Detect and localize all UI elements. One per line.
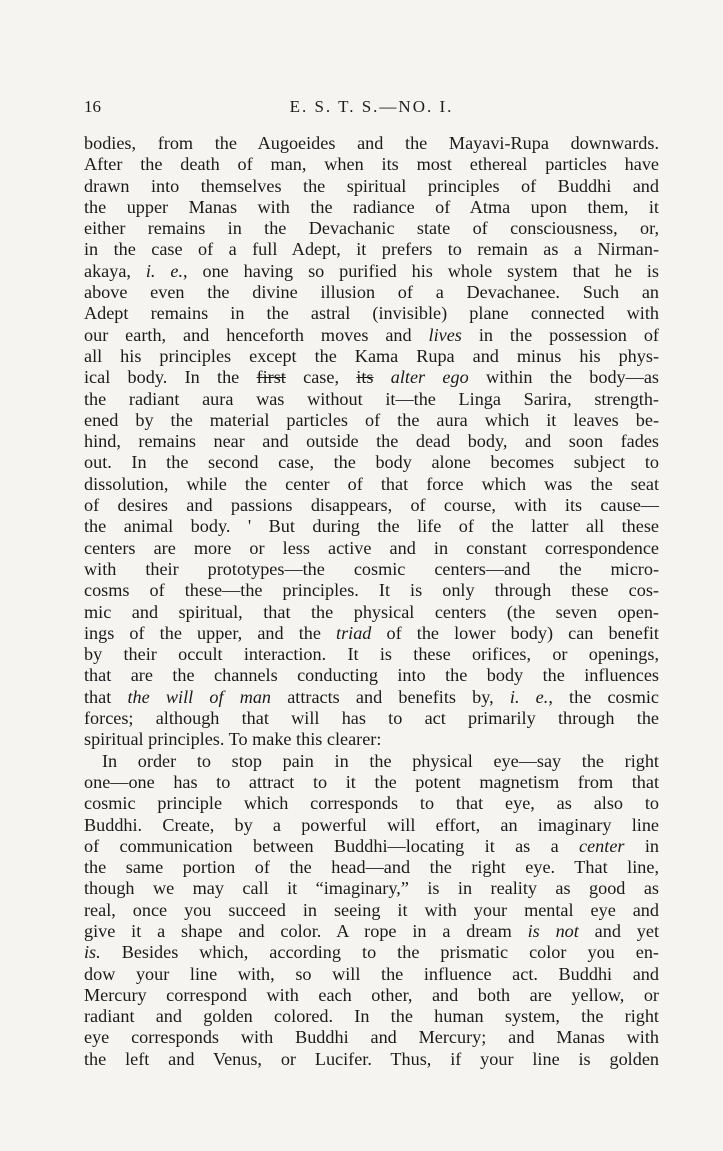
running-title: E. S. T. S.—NO. I.: [289, 97, 454, 116]
text-line: one—one has to attract to it the potent magnetism from that: [84, 771, 659, 792]
text-line: cosmic principle which corresponds to that eye, as also to: [84, 793, 659, 814]
text-run: of the lower body) can benefit: [371, 622, 659, 643]
text-line: ened by the material particles of the aura which it leaves be-: [84, 409, 659, 430]
text-run: case,: [285, 367, 357, 388]
struck-text: its: [356, 367, 374, 388]
text-line: After the death of man, when its most ethereal particles have: [84, 154, 659, 175]
italic-text: alter ego: [390, 367, 469, 388]
text-line: the animal body. ' But during the life of the latter all these: [84, 516, 659, 537]
running-head: [84, 97, 659, 121]
text-run: [373, 367, 390, 387]
text-line: Adept remains in the astral (invisible) plane connected with: [84, 303, 659, 324]
text-run: in the possession of: [461, 324, 659, 345]
text-line: dow your line with, so will the influence act. Buddhi and: [84, 963, 659, 984]
text-line: the upper Manas with the radiance of Atma upon them, it: [84, 196, 659, 217]
text-line: [84, 942, 659, 963]
page-number: 16: [84, 97, 101, 116]
text-run: , one having so purified his whole system that he is: [183, 260, 659, 281]
body-text: [84, 133, 659, 1070]
text-line: spiritual principles. To make this clearer:: [84, 729, 382, 750]
text-line: In order to stop pain in the physical eye—say the right: [102, 750, 659, 771]
text-line: the radiant aura was without it—the Linga Sarira, strength-: [84, 388, 659, 409]
text-line: that are the channels conducting into the body the influences: [84, 665, 659, 686]
text-line: bodies, from the Augoeides and the Mayavi-Rupa downwards.: [84, 133, 659, 153]
text-line: of desires and passions disappears, of course, with its cause—: [84, 495, 659, 516]
text-line: hind, remains near and outside the dead body, and soon fades: [84, 431, 659, 452]
text-run: give it a shape and color. A rope in a dream: [84, 920, 528, 941]
text-line: Mercury correspond with each other, and both are yellow, or: [84, 984, 659, 1005]
text-line: the same portion of the head—and the right eye. That line,: [84, 857, 659, 878]
text-run: ical body. In the: [84, 367, 257, 388]
text-line: [84, 367, 659, 388]
text-line: out. In the second case, the body alone becomes subject to: [84, 452, 659, 473]
text-line: forces; although that will has to act primarily through the: [84, 708, 659, 729]
text-line: real, once you succeed in seeing it with your mental eye and: [84, 899, 659, 920]
italic-text: is not: [527, 920, 579, 941]
text-line: above even the divine illusion of a Devachanee. Such an: [84, 282, 659, 303]
text-line: [84, 921, 659, 942]
text-line: mic and spiritual, that the physical centers (the seven open-: [84, 601, 659, 622]
text-run: within the body—as: [468, 367, 659, 388]
text-run: and yet: [578, 920, 659, 941]
italic-text: the will of man: [127, 686, 272, 707]
text-line: [84, 261, 659, 282]
italic-text: center: [579, 835, 625, 856]
text-line: with their prototypes—the cosmic centers—and the micro-: [84, 558, 659, 579]
text-line: cosms of these—the principles. It is only through these cos-: [84, 580, 659, 601]
text-line: all his principles except the Kama Rupa and minus his phys-: [84, 345, 659, 366]
italic-text: i. e.: [509, 686, 549, 707]
italic-text: is.: [84, 942, 101, 963]
text-run: our earth, and henceforth moves and: [84, 324, 429, 345]
text-line: [84, 623, 659, 644]
text-line: by their occult interaction. It is these orifices, or openings,: [84, 644, 659, 665]
text-line: eye corresponds with Buddhi and Mercury; and Manas with: [84, 1027, 659, 1048]
text-run: in: [624, 835, 659, 856]
italic-text: lives: [428, 324, 462, 345]
italic-text: triad: [336, 622, 372, 643]
text-run: ings of the upper, and the: [84, 622, 337, 643]
text-line: either remains in the Devachanic state of consciousness, or,: [84, 218, 659, 239]
text-run: that: [84, 686, 128, 707]
text-line: [84, 687, 659, 708]
text-line: centers are more or less active and in constant correspondence: [84, 537, 659, 558]
text-run: Besides which, according to the prismatic color you en-: [100, 942, 659, 963]
text-line: dissolution, while the center of that force which was the seat: [84, 473, 659, 494]
text-line: the left and Venus, or Lucifer. Thus, if your line is golden: [84, 1048, 659, 1069]
text-run: attracts and benefits by,: [271, 686, 510, 707]
text-line: [84, 836, 659, 857]
text-run: , the cosmic: [548, 686, 659, 707]
text-line: [84, 325, 659, 346]
text-run: akaya,: [84, 260, 146, 281]
text-line: in the case of a full Adept, it prefers to remain as a Nirman-: [84, 239, 659, 260]
text-line: though we may call it “imaginary,” is in reality as good as: [84, 878, 659, 899]
struck-text: first: [256, 367, 286, 388]
text-line: Buddhi. Create, by a powerful will effort, an imaginary line: [84, 814, 659, 835]
text-run: of communication between Buddhi—locating it as a: [84, 835, 580, 856]
text-line: drawn into themselves the spiritual principles of Buddhi and: [84, 175, 659, 196]
italic-text: i. e.: [145, 260, 184, 281]
text-line: radiant and golden colored. In the human system, the right: [84, 1006, 659, 1027]
